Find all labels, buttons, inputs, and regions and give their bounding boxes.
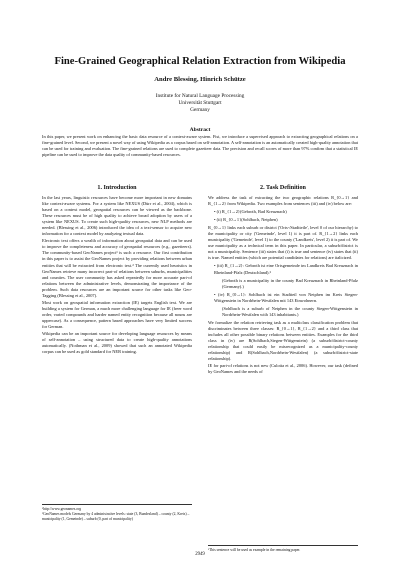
affiliation-line: Germany bbox=[190, 107, 210, 113]
example-item: • (iii) R_{1→2}: Gebroth ist eine Ortsgemeinde im Landkreis Bad Kreuznach in Rheinland-Pfalz (Deutschland).³ bbox=[214, 263, 358, 275]
example-gloss: (Sohlbach is a suburb of Netphen in the county Siegen-Wittgenstein in Nordrhein-Westfalen with 143 inhabitants.) bbox=[222, 305, 358, 317]
section-heading-task-definition: 2. Task Definition bbox=[260, 185, 306, 191]
page-number: 2949 bbox=[195, 552, 205, 557]
affiliation-line: Institute for Natural Language Processing bbox=[155, 93, 245, 99]
paragraph: Most work on geospatial information extraction (IE) targets English text. We are building a system for German, a much more challenging language for IE (freer word order, varied compounds and harder named entity recognition because all nouns are uppercase). As a consequence, pattern based approaches have very limited success for German. bbox=[42, 299, 192, 329]
example-item: • (ii) R_{0→1}(Sohlbach, Netphen) bbox=[214, 217, 278, 223]
affiliation-line: Universität Stuttgart bbox=[178, 100, 222, 106]
footnote: ¹http://www.geonames.org bbox=[42, 507, 82, 511]
footnote: ²GeoNames models Germany by 4 administrative levels: state (3, Bundesland) – county (2, Kreis) – municipality (1, Gemeinde) – suburb (0, part of municipality) bbox=[42, 512, 190, 521]
left-column bbox=[42, 184, 192, 355]
paragraph: R_{0→1} links each suburb or district ('Orts-/Stadtteile', level 0 of our hierarchy) to the municipality or city ('Gemeinde', level 1) it is part of. R_{1→2} links each municipality ('Gemeinde', level 1) to the county ('Landkreis', level 2) it is part of. We use municipality as a technical term in this paper. In particular, a suburb/district is not a municipality. Sentence (iii) states that (i) is true and sentence (iv) states that (ii) is true. Named entities (which are potential candidates for relations) are italicized. bbox=[208, 225, 358, 261]
footnote: ³This sentence will be used as example in the remaining paper. bbox=[208, 548, 301, 552]
paper-title: Fine-Grained Geographical Relation Extraction from Wikipedia bbox=[54, 56, 346, 67]
authors: Andre Blessing, Hinrich Schütze bbox=[154, 76, 246, 83]
example-gloss: (Gebroth is a municipality in the county Bad Kreuznach in Rheinland-Pfalz (Germany).) bbox=[222, 277, 358, 289]
example-item: • (i) R_{1→2}(Gebroth, Bad Kreuznach) bbox=[214, 209, 287, 215]
paragraph: Wikipedia can be an important source for developing language resources by means of self-annotation – using structured data to create high-quality annotations automatically. (Nothman et al., 2009) showed that such an annotated Wikipedia corpus can be used as gold standard for NER training. bbox=[42, 331, 192, 355]
right-column bbox=[208, 184, 358, 375]
example-item: • (iv) R_{0→1}: Sohlbach ist ein Stadtteil von Netphen im Kreis Siegen-Wittgenstein in Nordrhein-Westfalen mit 143 Einwohnern. bbox=[214, 291, 358, 303]
paragraph: We formalize the relation retrieving task as a multiclass classification problem that discriminates between three classes: R_{0→1}, R_{1→2} and a third class that includes all other possible binary relations between entities. Examples for the third class in (iv) are R(Sohlbach,Siegen-Wittgenstein) (a suburb/district-county relationship that could easily be misrecognized as a municipality-county relationship) and R(Sohlbach,Nordrhein-Westfalen) (a suburb/district-state relationship). bbox=[208, 319, 358, 362]
affiliation bbox=[0, 93, 400, 114]
paragraph: We address the task of extracting the two geographic relations R_{0→1} and R_{1→2} from Wikipedia. Two examples from sentences (iii) and (iv) below are: bbox=[208, 195, 358, 207]
abstract-heading: Abstract bbox=[189, 127, 211, 133]
footnotes-left bbox=[42, 504, 192, 522]
section-heading-introduction: 1. Introduction bbox=[97, 185, 137, 191]
abstract-text: In this paper, we present work on enhancing the basic data resource of a context-aware system. Fist, we introduce a supervised approach to extracting geographical relations on a fine-grained level. Second, we present a novel way of using Wikipedia as a corpus based on self-annotation. A self-annotation is an automatically created high-quality annotation that can be used for training and evaluation. The fine-grained relations are used to complete gazetteer data. The precision and recall scores of more than 97% confirm that a statistical IE pipeline can be used to improve the data quality of community-based resources. bbox=[42, 134, 358, 158]
paragraph: In the last years, linguistic resources have become more important in new domains like context-aware systems. For a system like NEXUS (Dürr et al., 2004), which is based on a context model, geospatial resources can be viewed as the backbone. These resources must be of high quality to achieve broad adoption by users of a system like NEXUS. To create such high-quality resources, new NLP methods are needed. (Blessing et al., 2006) introduced the idea of a text-sensor to acquire new information for a context model by analyzing textual data. bbox=[42, 195, 192, 237]
paragraph: IE for part-of relations is not new (Culotta et al., 2006). However, our task (defined by GeoNames and the needs of bbox=[208, 363, 358, 375]
paragraph: Electronic text offers a wealth of information about geospatial data and can be used to improve the completeness and accuracy of geospatial resources (e.g., gazetteers). The community-based GeoNames project¹ is such a resource. Our first contribution in this paper is to assist the GeoNames project by providing relations between urban entities that will be extracted from electronic text.² The currently used heuristics in GeoNames retrieve many incorrect part-of relations between suburbs, municipalities and counties. The user community has asked repeatedly for more accurate part-of relations between the administrative levels, demonstrating the importance of the problem. Such data resources are an important source for other tasks like Geo-Tagging (Blessing et al., 2007). bbox=[42, 238, 192, 298]
